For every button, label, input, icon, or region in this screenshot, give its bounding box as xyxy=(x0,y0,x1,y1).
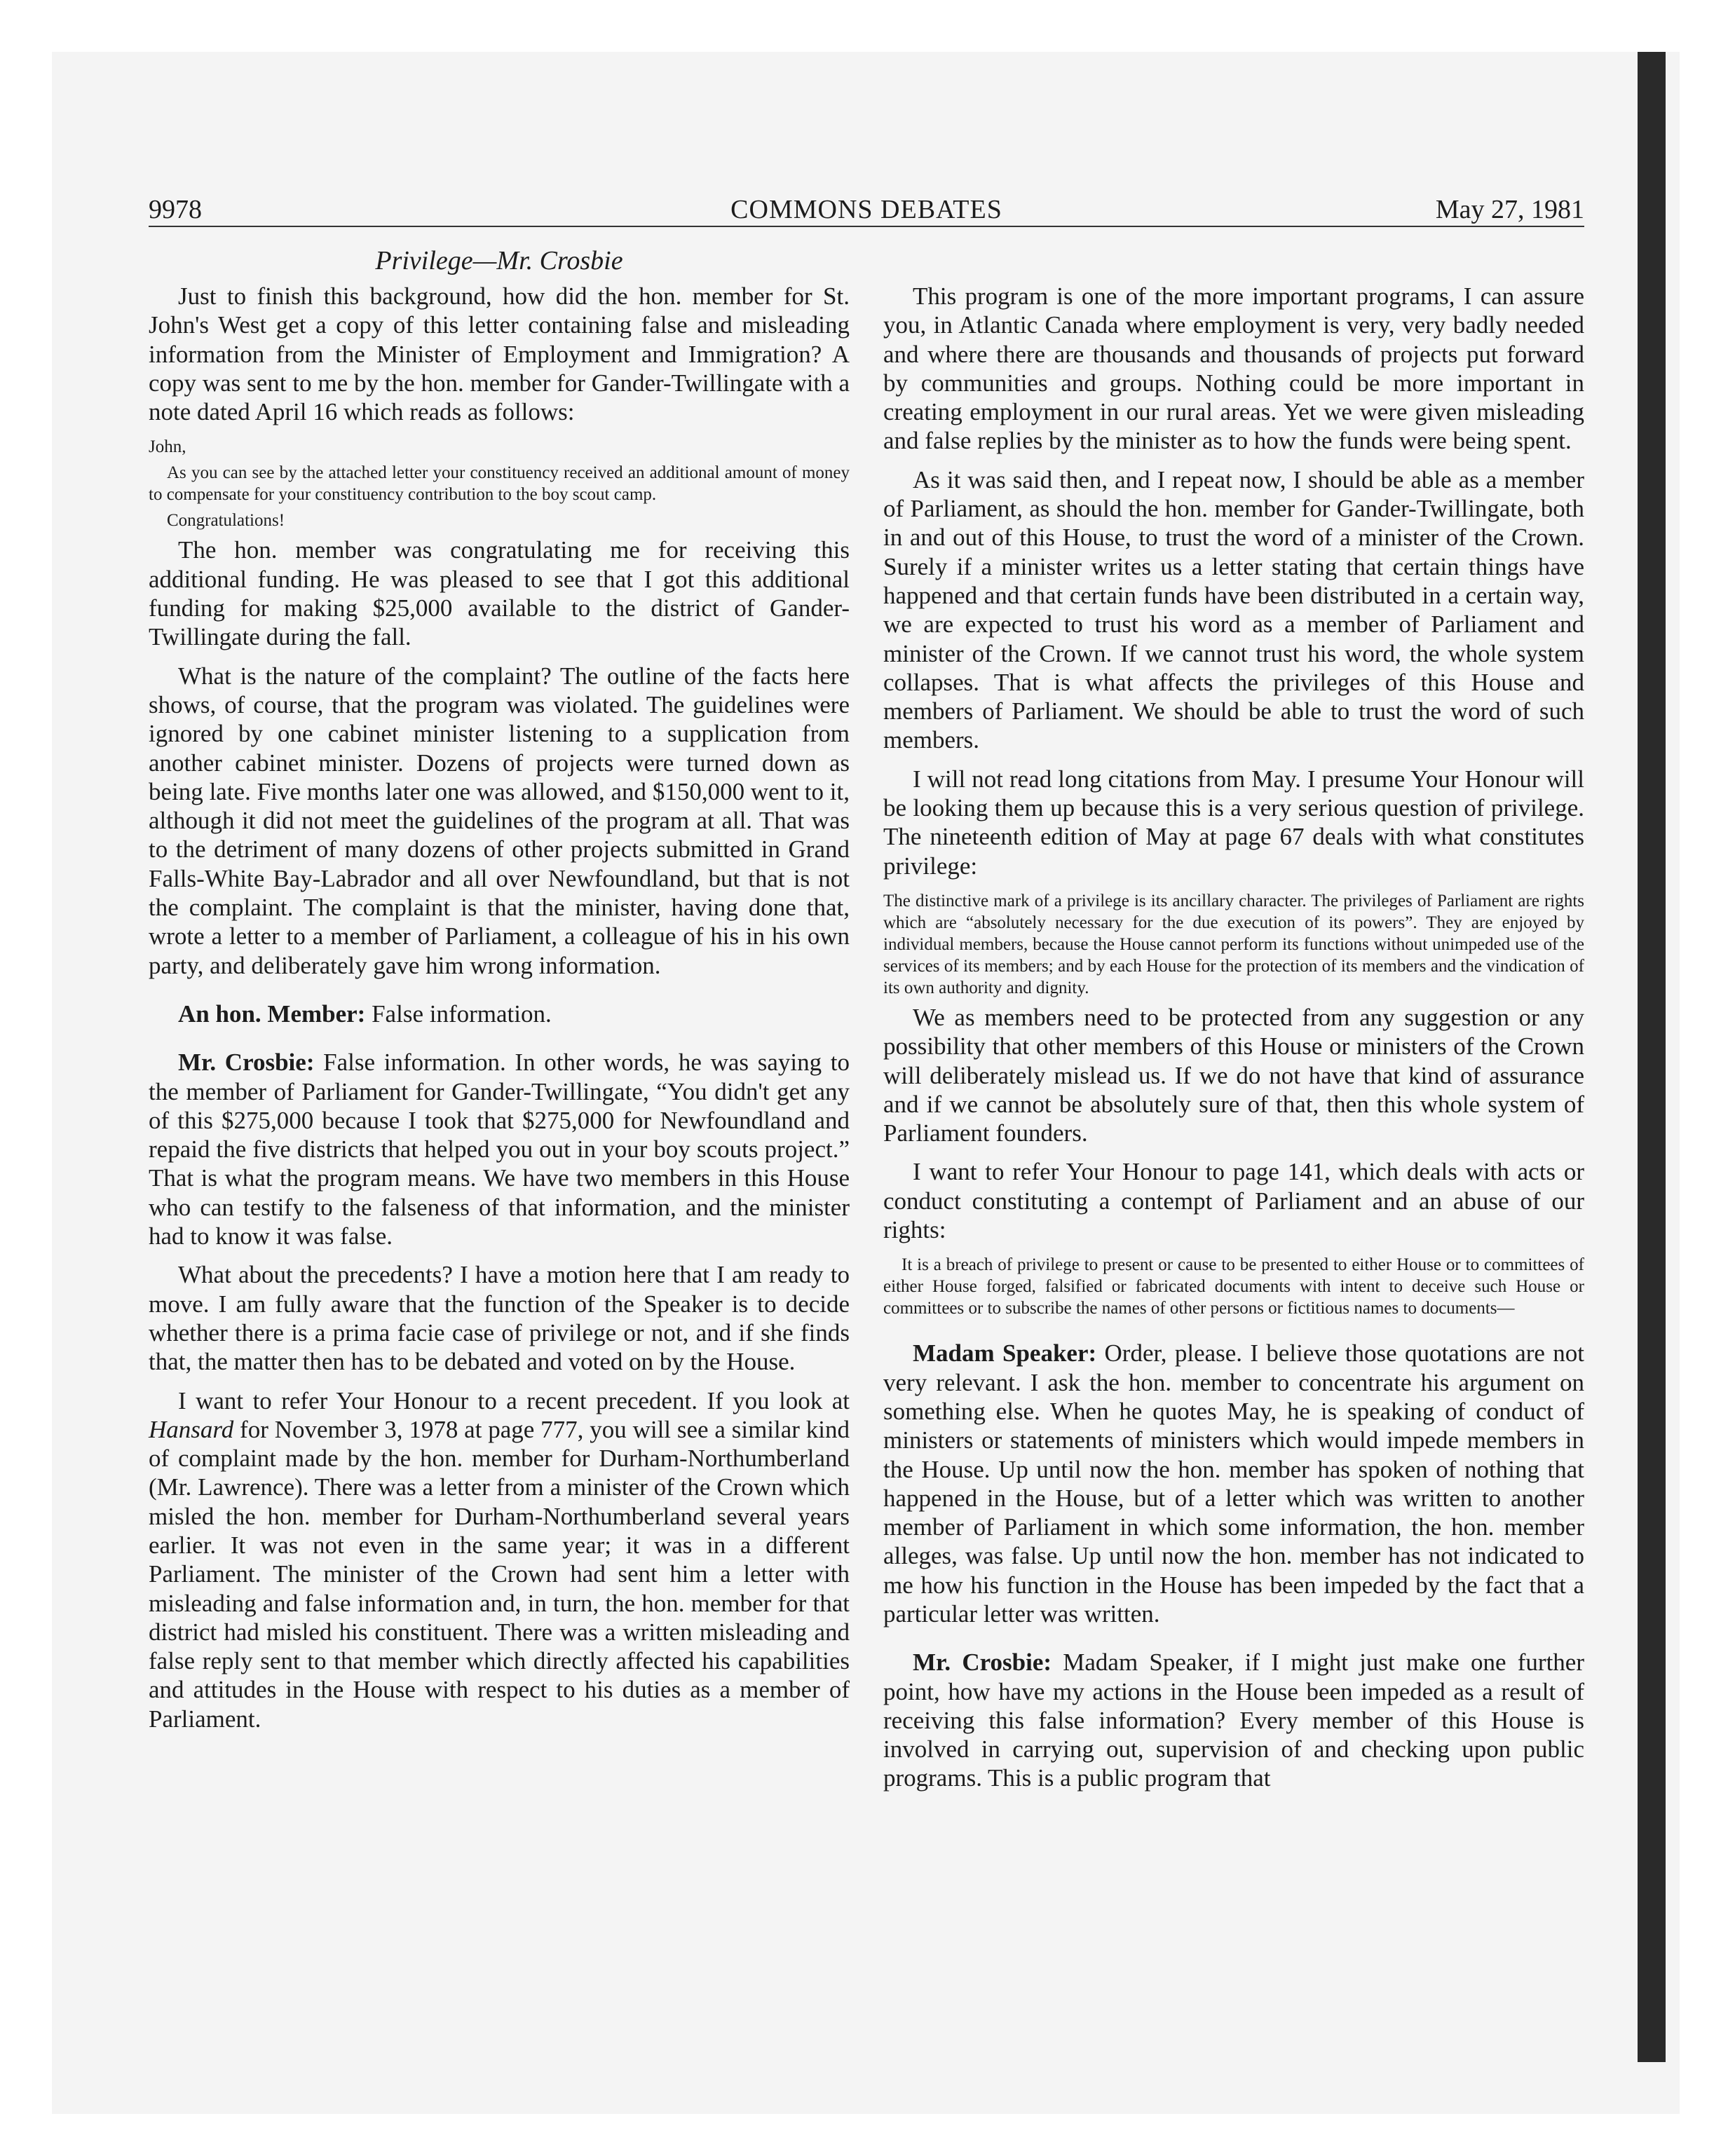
paragraph: I want to refer Your Honour to page 141, which deals with acts or conduct constituting a contempt of Parliament and an abuse of our rights: xyxy=(883,1158,1584,1244)
publication-title: COMMONS DEBATES xyxy=(730,195,1002,224)
speech-text: False information. xyxy=(365,999,552,1028)
block-quote: The distinctive mark of a privilege is its ancillary character. The privileges of Parliament are rights which are “absolutely necessary for the due execution of its powers”. They are enjoyed by individual members, because the House cannot perform its functions without unimpeded use of the services of its members; and by each House for the protection of its members and the vindication of its own authority and dignity. xyxy=(883,891,1584,997)
paragraph: The hon. member was congratulating me for receiving this additional funding. He was pleased to see that I got this additional funding for making $25,000 available to the district of Gander-Twillingate during the fall. xyxy=(149,536,850,651)
paragraph: We as members need to be protected from any suggestion or any possibility that other members of this House or ministers of the Crown will deliberately mislead us. If we do not have that kind of assurance and if we cannot be absolutely sure of that, then this whole system of Parliament founders. xyxy=(883,1003,1584,1147)
interjection-paragraph xyxy=(149,999,850,1028)
left-column xyxy=(149,282,850,1743)
speaker-name: Mr. Crosbie: xyxy=(178,1049,315,1077)
header-rule xyxy=(149,226,1584,227)
speech-text: Madam Speaker, if I might just make one further point, how have my actions in the House been impeded as a result of receiving this false information? Every member of this House is involved in carrying out, supervision of and checking upon public programs. This is a public program that xyxy=(883,1649,1584,1792)
paragraph: I will not read long citations from May. I presume Your Honour will be looking them up because this is a very serious question of privilege. The nineteenth edition of May at page 67 deals with what constitutes privilege: xyxy=(883,765,1584,880)
quote-salutation: John, xyxy=(149,437,186,457)
page-header xyxy=(149,191,1584,228)
speech-paragraph xyxy=(883,1648,1584,1792)
scan-edge-bar xyxy=(1638,52,1666,2062)
quote-body: As you can see by the attached letter your constituency received an additional amount of money to compensate for your constituency contribution to the boy scout camp. xyxy=(149,463,850,505)
paragraph: This program is one of the more important programs, I can assure you, in Atlantic Canada where employment is very, very badly needed and where there are thousands and thousands of projects put forward by communities and groups. Nothing could be more important in creating employment in our rural areas. Yet we were given misleading and false replies by the minister as to how the funds were being spent. xyxy=(883,282,1584,455)
speech-paragraph xyxy=(883,1339,1584,1628)
paragraph: What about the precedents? I have a motion here that I am ready to move. I am fully aware that the function of the Speaker is to decide whether there is a prima facie case of privilege or not, and if she finds that, the matter then has to be debated and voted on by the House. xyxy=(149,1261,850,1376)
speaker-name: An hon. Member: xyxy=(178,999,366,1028)
speech-paragraph xyxy=(149,1048,850,1250)
text-run: I want to refer Your Honour to a recent precedent. If you look at xyxy=(178,1386,850,1414)
text-run: for November 3, 1978 at page 777, you will see a similar kind of complaint made by the hon. member for Durham-Northumberland (Mr. Lawrence). There was a letter from a minister of the Crown which misled the hon. member for Durham-Northumberland several years earlier. It was not even in the same year; it was in a different Parliament. The minister of the Crown had sent him a letter with misleading and false information and, in turn, the hon. member for that district had misled his constituent. There was a written misleading and false reply sent to that member which directly affected his capabilities and attitudes in the House with respect to his duties as a member of Parliament. xyxy=(149,1415,850,1733)
paragraph: Just to finish this background, how did the hon. member for St. John's West get a copy of this letter containing false and misleading information from the Minister of Employment and Immigration? A copy was sent to me by the hon. member for Gander-Twillingate with a note dated April 16 which reads as follows: xyxy=(149,282,850,426)
speech-text: False information. In other words, he was saying to the member of Parliament for Gander-Twillingate, “You didn't get any of this $275,000 because I took that $275,000 for Newfoundland and repaid the five districts that helped you out in your boy scouts project.” That is what the program means. We have two members in this House who can testify to the falseness of that information, and the minister had to know it was false. xyxy=(149,1049,850,1250)
right-column xyxy=(883,282,1584,1803)
paragraph: What is the nature of the complaint? The outline of the facts here shows, of course, that the program was violated. The guidelines were ignored by one cabinet minister listening to a supplication from another cabinet minister. Dozens of projects were turned down as being late. Five months later one was allowed, and $150,000 went to it, although it did not meet the guidelines of the program at all. That was to the detriment of many dozens of other projects submitted in Grand Falls-White Bay-Labrador and all over Newfoundland, but that is not the complaint. The complaint is that the minister, having done that, wrote a letter to a member of Parliament, a colleague of his in his own party, and deliberately gave him wrong information. xyxy=(149,662,850,979)
speech-text: Order, please. I believe those quotations are not very relevant. I ask the hon. member to concentrate his argument on something else. When he quotes May, he is speaking of conduct of ministers or statements of ministers which would impede members in the House. Up until now the hon. member has spoken of nothing that happened in the House, but of a letter which was written to another member of Parliament in which some information, the hon. member alleges, was false. Up until now the hon. member has not indicated to me how his function in the House has been impeded by the fact that a particular letter was written. xyxy=(883,1339,1584,1628)
block-quote: It is a breach of privilege to present or cause to be presented to either House or to committees of either House forged, falsified or fabricated documents with intent to deceive such House or committees or to subscribe the names of other persons or fictitious names to documents— xyxy=(883,1255,1584,1318)
paragraph xyxy=(149,1386,850,1734)
speaker-name: Mr. Crosbie: xyxy=(913,1649,1052,1677)
quote-closing: Congratulations! xyxy=(167,511,285,531)
running-head: Privilege—Mr. Crosbie xyxy=(375,246,623,275)
paragraph: As it was said then, and I repeat now, I should be able as a member of Parliament, as should the hon. member for Gander-Twillingate, both in and out of this House, to trust the word of a minister of the Crown. Surely if a minister writes us a letter stating that certain things have happened and that certain funds have been distributed in a certain way, we are expected to trust his word as a member of Parliament and minister of the Crown. If we cannot trust his word, the whole system collapses. That is what affects the privileges of this House and members of Parliament. We should be able to trust the word of such members. xyxy=(883,465,1584,754)
header-date: May 27, 1981 xyxy=(1435,195,1584,224)
speaker-name: Madam Speaker: xyxy=(913,1339,1097,1367)
page-number: 9978 xyxy=(149,195,202,224)
hansard-citation: Hansard xyxy=(149,1415,234,1443)
